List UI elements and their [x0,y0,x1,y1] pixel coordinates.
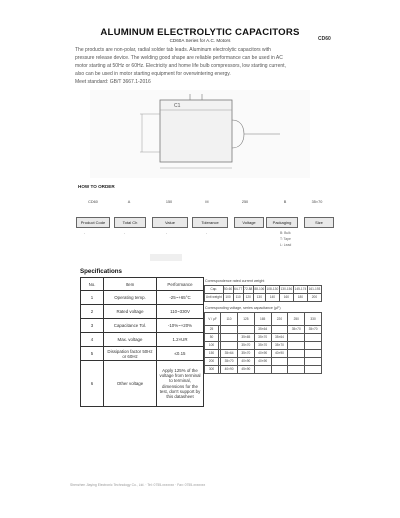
order-note: L: Lead [280,243,292,247]
order-field-value: Value [152,217,188,228]
weight-table [204,285,322,302]
table-cell: 35×64 [254,326,271,334]
table-cell: 35×70 [221,358,238,366]
table-row [205,334,322,342]
table-cell: 200 [205,358,219,366]
table-cell [271,366,288,374]
table-cell: 130 [253,294,265,302]
table-cell: 35×70 [305,326,322,334]
order-note: - [206,231,208,235]
table-cell: 40×90 [237,358,254,366]
order-note: - [166,231,168,235]
voltage-table [204,312,322,374]
table-cell: 40×90 [271,350,288,358]
intro-line: also can be used in motor starting equipment for overwintering energy. [75,71,231,77]
table-cell: 35×70 [237,342,254,350]
table-row [81,347,204,361]
table-cell: 150 [205,350,219,358]
column-header: No. [81,278,104,291]
order-note: - [124,231,126,235]
order-code: CD60 [88,200,98,204]
spec-item: Capacitance Tol. [104,319,157,333]
table-row [205,350,322,358]
table-cell [288,350,305,358]
table-cell [221,342,238,350]
table-cell: 40×90 [254,350,271,358]
intro-line: The products are non-polar, radial solder tab leads. Aluminum electrolytic capacitors with [75,47,271,53]
order-note: B: Bulk [280,231,291,235]
spec-no: 1 [81,291,104,305]
order-field-voltage: Voltage [234,217,264,228]
spec-item: Rated voltage [104,305,157,319]
table-cell: 100 [205,342,219,350]
table-cell [237,326,254,334]
table-row [81,361,204,407]
table-cell: 108-130 [265,286,279,294]
spec-performance: -25~+65°C [157,291,204,305]
page-title: ALUMINUM ELECTROLYTIC CAPACITORS [100,27,300,38]
spec-item: Dissipation factor 50Hz or 60Hz [104,347,157,361]
weight-table-caption: Correspondence rated current weight [205,279,265,283]
page-subtitle: CD60A Series for A.C. Motors [169,38,231,43]
spec-no: 3 [81,319,104,333]
table-cell [305,358,322,366]
order-note: - [84,231,86,235]
table-cell [288,366,305,374]
table-cell: 25 [205,326,219,334]
table-cell [271,326,288,334]
table-cell [305,366,322,374]
table-cell [221,334,238,342]
table-row [205,286,322,294]
table-cell: 110 [221,313,238,326]
table-cell: Cap. [205,286,224,294]
table-cell: 40×90 [254,358,271,366]
intro-line: Meet standard: GB/T 3667.1-2016 [75,79,151,85]
order-field-packaging: Packaging [266,217,298,228]
table-cell: 35×70 [288,326,305,334]
table-header-row [205,313,322,326]
table-cell: 300 [205,366,219,374]
separator-strip [150,254,182,261]
table-cell: 140 [265,294,279,302]
table-cell: 45×90 [237,366,254,374]
table-cell: 161-193 [307,286,321,294]
table-cell: 35×64 [221,350,238,358]
column-header: Item [104,278,157,291]
table-cell: 160 [279,294,293,302]
table-cell: 40×90 [221,366,238,374]
table-cell [254,366,271,374]
spec-performance: 1.2×UR [157,333,204,347]
order-code: 150 [165,200,173,204]
table-cell: 250 [288,313,305,326]
order-code: B [283,200,287,204]
spec-item: Operating temp. [104,291,157,305]
spec-performance: 110~330V [157,305,204,319]
capacitor-diagram [90,90,310,178]
table-cell [288,334,305,342]
table-cell [305,342,322,350]
table-cell: 180 [293,294,307,302]
order-field-total: Total Ch [114,217,146,228]
table-cell: 72-88 [243,286,253,294]
table-cell: 220 [271,313,288,326]
table-row [81,319,204,333]
table-cell: V / μF [205,313,221,326]
table-cell: 110 [233,294,243,302]
table-cell: 35×70 [254,334,271,342]
table-row [81,291,204,305]
spec-no: 2 [81,305,104,319]
spec-no: 4 [81,333,104,347]
spec-no: 5 [81,347,104,361]
table-cell: 35×70 [254,342,271,350]
order-field-product-code: Product Code [76,217,110,228]
table-cell [288,358,305,366]
page-footer: Shenzhen Jiaying Electronic Technology Co., Ltd. · Tel: 0755-xxxxxxx · Fax: 0755-xxxxxxx [70,483,206,487]
voltage-table-caption: Corresponding voltage, series capacitance (μF) [205,306,281,310]
table-row [205,358,322,366]
table-cell: 120 [243,294,253,302]
table-cell: 145-174 [293,286,307,294]
table-cell: 50-60 [223,286,233,294]
spec-performance: ≤0.15 [157,347,204,361]
spec-item: Other voltage [104,361,157,407]
spec-item: Max. voltage [104,333,157,347]
order-field-tolerance: Tolerance [192,217,228,228]
table-row [81,333,204,347]
table-cell: 125 [237,313,254,326]
table-cell: 35×65 [237,334,254,342]
order-code: M [205,200,209,204]
table-row [205,342,322,350]
intro-line: motor starting at 50Hz or 60Hz. Electricity and home life bulb compressors, low starting current, [75,63,286,69]
specifications-table [80,277,204,407]
table-cell: 88-106 [253,286,265,294]
table-header-row [81,278,204,291]
spec-performance: Apply 125% of the voltage from terminal to terminal, dimensions for the test, don't support by this datasheet [157,361,204,407]
table-cell: 100 [223,294,233,302]
column-header: Performance [157,278,204,291]
table-cell [271,358,288,366]
table-cell: 64-77 [233,286,243,294]
diagram-label: C1 [174,103,181,109]
order-code: 250 [241,200,249,204]
table-cell: 200 [307,294,321,302]
order-code: 35×70 [311,200,323,204]
spec-performance: -10%~+20% [157,319,204,333]
table-cell: 130-156 [279,286,293,294]
table-cell: 165 [254,313,271,326]
table-cell: 330 [305,313,322,326]
table-cell [305,350,322,358]
table-cell: 35×70 [237,350,254,358]
table-cell: Unit weight [205,294,224,302]
table-cell [288,342,305,350]
table-row [205,326,322,334]
order-note: T: Tape [280,237,291,241]
how-to-order-title: HOW TO ORDER [78,184,115,189]
spec-no: 6 [81,361,104,407]
table-cell: 35×64 [271,334,288,342]
table-row [81,305,204,319]
intro-line: pressure release device. The welding good shape are reliable performance can be used in AC [75,55,283,61]
specifications-heading: Specifications [80,268,122,275]
order-code: A [127,200,131,204]
table-cell [305,334,322,342]
table-cell: 50 [205,334,219,342]
series-code: CD60 [318,36,331,42]
table-row [205,294,322,302]
table-cell: 35×70 [271,342,288,350]
table-cell [221,326,238,334]
order-field-size: Size [304,217,334,228]
table-row [205,366,322,374]
